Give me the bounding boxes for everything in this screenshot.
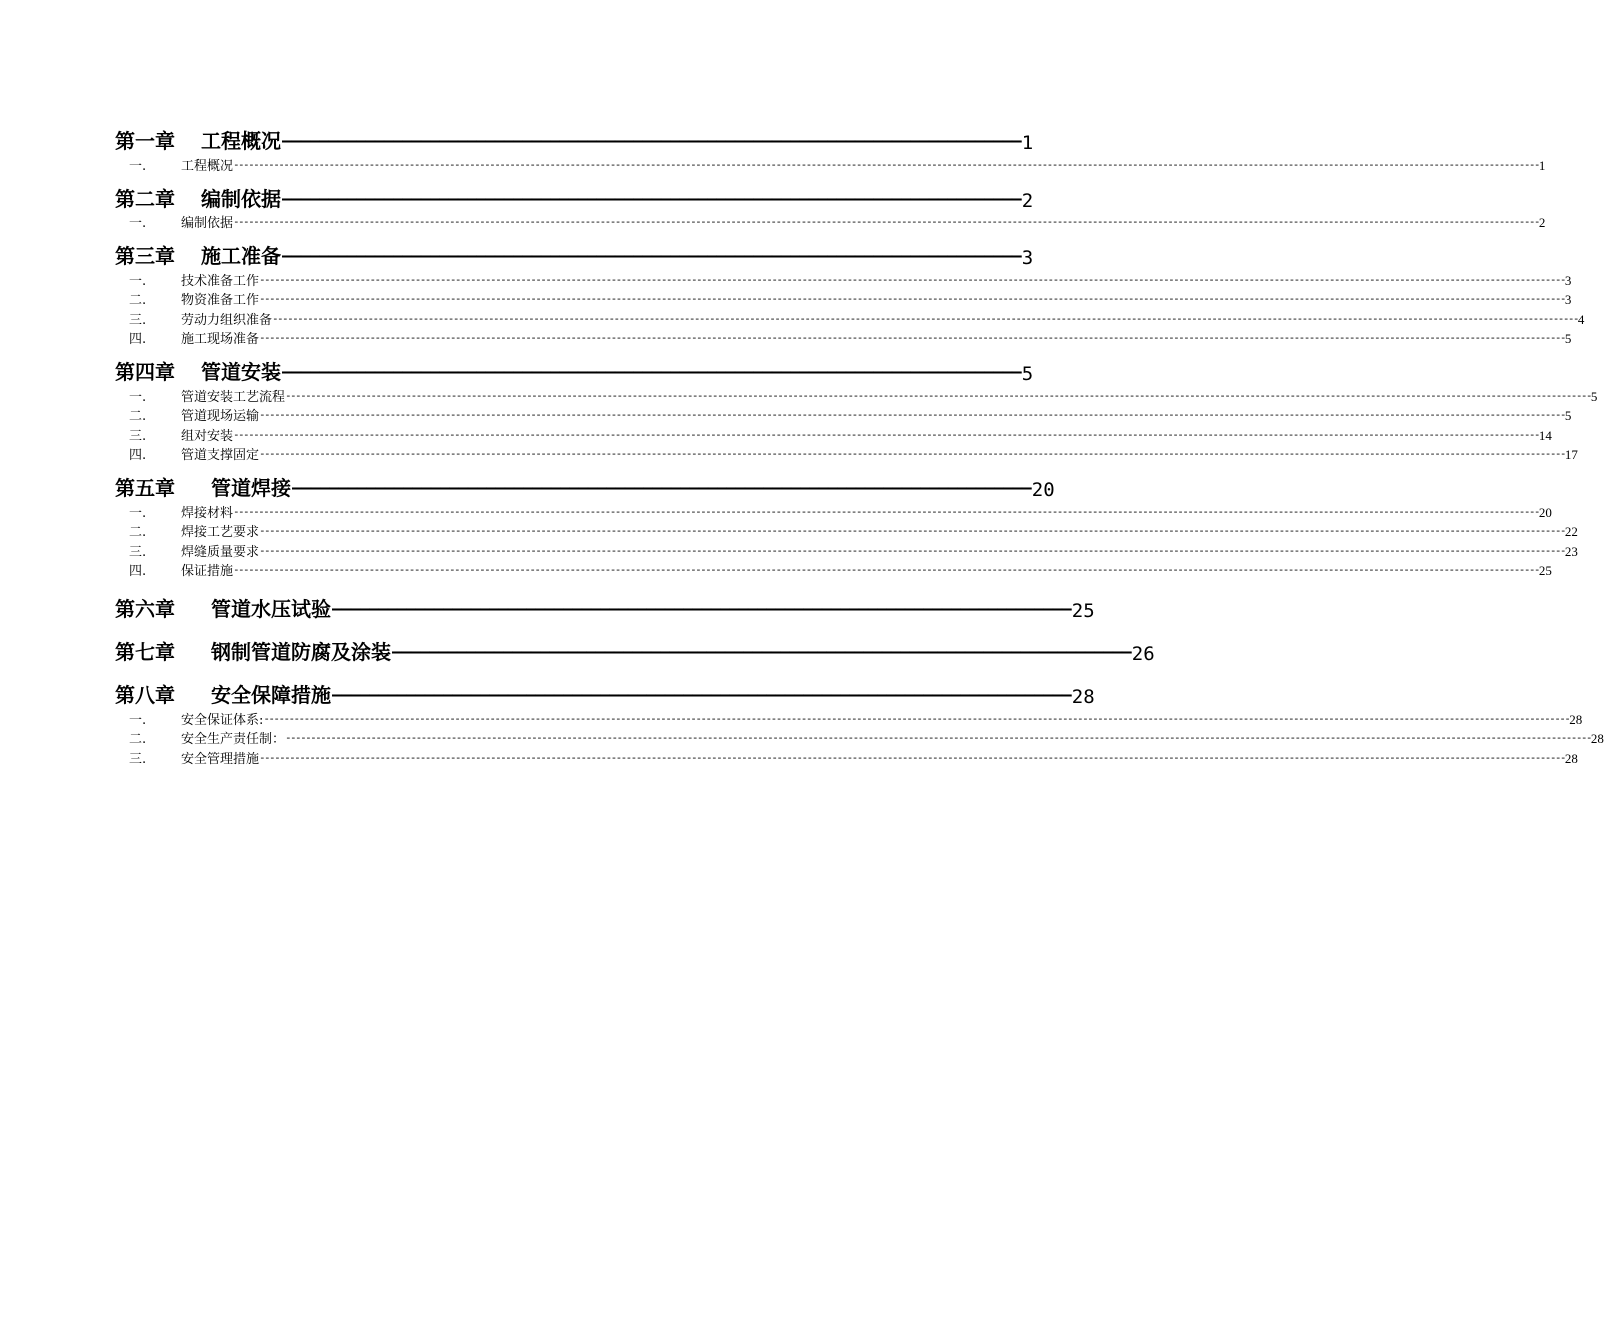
section-page-number: 22 <box>1564 524 1578 539</box>
chapter-title: 管道水压试验 <box>211 597 331 621</box>
toc-section[interactable] <box>115 328 1572 348</box>
dash-leader: -------------------------------------------------------------------------------------------------------------------------------------------------------------------------------------------------------------------------------------------------------------------- <box>259 447 1565 460</box>
chapter-page-number: 2 <box>1021 189 1034 212</box>
section-number: 二. <box>129 732 147 747</box>
section-page-number: 28 <box>1590 731 1604 746</box>
section-number: 四. <box>129 448 147 463</box>
section-page-number: 17 <box>1564 447 1578 462</box>
section-page-number: 5 <box>1564 331 1572 346</box>
section-title: 物资准备工作 <box>181 293 260 308</box>
section-title: 施工现场准备 <box>181 332 260 347</box>
chapter-number: 第一章 <box>115 129 175 153</box>
section-number: 二. <box>129 293 147 308</box>
section-number: 三. <box>129 312 147 328</box>
section-title: 工程概况 <box>181 158 234 174</box>
dash-leader: -------------------------------------------------------------------------------------------------------------------------------------------------------------------------------------------------------------------------------------------------------------------- <box>285 731 1591 744</box>
section-number: 四. <box>129 564 147 579</box>
dash-leader: -------------------------------------------------------------------------------------------------------------------------------------------------------------------------------------------------------------------------------------------------------------------- <box>233 427 1539 441</box>
section-number: 三. <box>129 428 147 444</box>
dot-leader: ———————————————————————————————————————————————————————————————————————————————— <box>292 478 1031 498</box>
section-page-number: 28 <box>1564 750 1578 766</box>
chapter-page-number: 3 <box>1021 247 1034 269</box>
chapter-title: 工程概况 <box>201 129 281 153</box>
section-title: 焊缝质量要求 <box>181 544 260 560</box>
toc-section[interactable] <box>115 501 1552 521</box>
dot-leader: ———————————————————————————————————————————————————————————————————————————————— <box>332 685 1071 705</box>
chapter-title: 管道焊接 <box>211 476 291 500</box>
section-title: 技术准备工作 <box>181 273 260 289</box>
section-number: 一. <box>129 712 147 728</box>
section-page-number: 3 <box>1564 292 1572 307</box>
section-number: 二. <box>129 409 147 424</box>
dash-leader: -------------------------------------------------------------------------------------------------------------------------------------------------------------------------------------------------------------------------------------------------------------------- <box>233 215 1539 228</box>
dash-leader: -------------------------------------------------------------------------------------------------------------------------------------------------------------------------------------------------------------------------------------------------------------------- <box>259 408 1565 421</box>
section-number: 一. <box>129 389 147 405</box>
section-title: 焊接材料 <box>181 505 234 521</box>
chapter-page-number: 20 <box>1031 479 1055 501</box>
chapter-page-number: 25 <box>1071 600 1095 622</box>
section-page-number: 25 <box>1538 563 1552 578</box>
section-number: 一. <box>129 273 147 289</box>
section-title: 焊接工艺要求 <box>181 525 260 540</box>
chapter-number: 第七章 <box>115 640 175 664</box>
toc-chapter-6[interactable] <box>115 596 1095 622</box>
dash-leader: -------------------------------------------------------------------------------------------------------------------------------------------------------------------------------------------------------------------------------------------------------------------- <box>233 563 1539 576</box>
chapter-title: 管道安装 <box>201 360 281 384</box>
section-title: 保证措施 <box>181 564 234 579</box>
dash-leader: -------------------------------------------------------------------------------------------------------------------------------------------------------------------------------------------------------------------------------------------------------------------- <box>233 504 1539 518</box>
toc-section[interactable] <box>115 747 1578 767</box>
chapter-page-number: 1 <box>1021 132 1034 154</box>
chapter-number: 第三章 <box>115 244 175 268</box>
dash-leader: -------------------------------------------------------------------------------------------------------------------------------------------------------------------------------------------------------------------------------------------------------------------- <box>259 292 1565 305</box>
toc-section[interactable] <box>115 444 1578 464</box>
chapter-page-number: 26 <box>1131 643 1155 665</box>
dash-leader: -------------------------------------------------------------------------------------------------------------------------------------------------------------------------------------------------------------------------------------------------------------------- <box>259 524 1565 537</box>
toc-chapter-5[interactable] <box>115 475 1055 501</box>
section-page-number: 5 <box>1590 388 1598 404</box>
dash-leader: -------------------------------------------------------------------------------------------------------------------------------------------------------------------------------------------------------------------------------------------------------------------- <box>259 272 1565 286</box>
chapter-number: 第六章 <box>115 597 175 621</box>
section-number: 一. <box>129 216 147 231</box>
chapter-number: 第二章 <box>115 186 175 211</box>
section-title: 安全生产责任制： <box>181 732 286 747</box>
toc-section[interactable] <box>115 154 1546 174</box>
chapter-title: 施工准备 <box>201 244 281 268</box>
section-page-number: 23 <box>1564 543 1578 559</box>
toc-section[interactable] <box>115 308 1585 328</box>
section-page-number: 3 <box>1564 272 1572 288</box>
section-title: 组对安装 <box>181 428 234 444</box>
dot-leader: ———————————————————————————————————————————————————————————————————————————————— <box>282 246 1021 266</box>
toc-section[interactable] <box>115 521 1578 541</box>
chapter-title: 编制依据 <box>201 186 281 211</box>
dot-leader: ———————————————————————————————————————————————————————————————————————————————— <box>282 362 1021 382</box>
section-page-number: 2 <box>1538 215 1546 230</box>
chapter-number: 第八章 <box>115 683 175 707</box>
section-page-number: 1 <box>1538 157 1546 173</box>
dot-leader: ———————————————————————————————————————————————————————————————————————————————— <box>282 131 1021 151</box>
section-number: 三. <box>129 751 147 767</box>
toc-section[interactable] <box>115 540 1578 560</box>
chapter-title: 安全保障措施 <box>211 683 331 707</box>
toc-section[interactable] <box>115 212 1546 232</box>
section-title: 管道支撑固定 <box>181 448 260 463</box>
dash-leader: -------------------------------------------------------------------------------------------------------------------------------------------------------------------------------------------------------------------------------------------------------------------- <box>259 543 1565 557</box>
dash-leader: -------------------------------------------------------------------------------------------------------------------------------------------------------------------------------------------------------------------------------------------------------------------- <box>233 157 1539 171</box>
section-title: 安全管理措施 <box>181 751 260 767</box>
toc-chapter-1[interactable] <box>115 128 1034 154</box>
section-title: 管道现场运输 <box>181 409 260 424</box>
toc-section[interactable] <box>115 405 1572 425</box>
chapter-page-number: 28 <box>1071 686 1095 708</box>
toc-section[interactable] <box>115 289 1572 309</box>
section-title: 管道安装工艺流程 <box>181 389 286 405</box>
toc-section[interactable] <box>115 708 1583 728</box>
dot-leader: ———————————————————————————————————————————————————————————————————————————————— <box>392 642 1131 662</box>
dot-leader: ———————————————————————————————————————————————————————————————————————————————— <box>332 599 1071 619</box>
section-title: 安全保证体系: <box>181 712 264 728</box>
toc-section[interactable] <box>115 424 1552 444</box>
section-page-number: 14 <box>1538 427 1552 443</box>
section-number: 四. <box>129 332 147 347</box>
dash-leader: -------------------------------------------------------------------------------------------------------------------------------------------------------------------------------------------------------------------------------------------------------------------- <box>272 311 1578 325</box>
section-number: 一. <box>129 158 147 174</box>
chapter-number: 第四章 <box>115 360 175 384</box>
dash-leader: -------------------------------------------------------------------------------------------------------------------------------------------------------------------------------------------------------------------------------------------------------------------- <box>259 331 1565 344</box>
toc-section[interactable] <box>115 269 1572 289</box>
toc-chapter-7[interactable] <box>115 639 1155 665</box>
section-page-number: 28 <box>1569 711 1583 727</box>
table-of-contents <box>115 128 1604 767</box>
chapter-number: 第五章 <box>115 476 175 500</box>
toc-section[interactable] <box>115 385 1598 405</box>
section-page-number: 4 <box>1577 311 1585 327</box>
section-number: 一. <box>129 505 147 521</box>
toc-chapter-3[interactable] <box>115 243 1034 269</box>
toc-section[interactable] <box>115 560 1552 580</box>
dash-leader: -------------------------------------------------------------------------------------------------------------------------------------------------------------------------------------------------------------------------------------------------------------------- <box>259 750 1565 764</box>
dash-leader: -------------------------------------------------------------------------------------------------------------------------------------------------------------------------------------------------------------------------------------------------------------------- <box>285 388 1591 402</box>
toc-chapter-8[interactable] <box>115 682 1095 708</box>
toc-chapter-2[interactable] <box>115 186 1034 212</box>
dash-leader: -------------------------------------------------------------------------------------------------------------------------------------------------------------------------------------------------------------------------------------------------------------------- <box>263 711 1570 725</box>
dot-leader: ———————————————————————————————————————————————————————————————————————————————— <box>282 188 1021 209</box>
section-title: 劳动力组织准备 <box>181 312 273 328</box>
section-number: 三. <box>129 544 147 560</box>
toc-section[interactable] <box>115 728 1604 748</box>
toc-chapter-4[interactable] <box>115 359 1034 385</box>
section-title: 编制依据 <box>181 216 234 231</box>
chapter-page-number: 5 <box>1021 363 1034 385</box>
section-number: 二. <box>129 525 147 540</box>
chapter-title: 钢制管道防腐及涂装 <box>211 640 391 664</box>
section-page-number: 20 <box>1538 504 1552 520</box>
section-page-number: 5 <box>1564 408 1572 423</box>
